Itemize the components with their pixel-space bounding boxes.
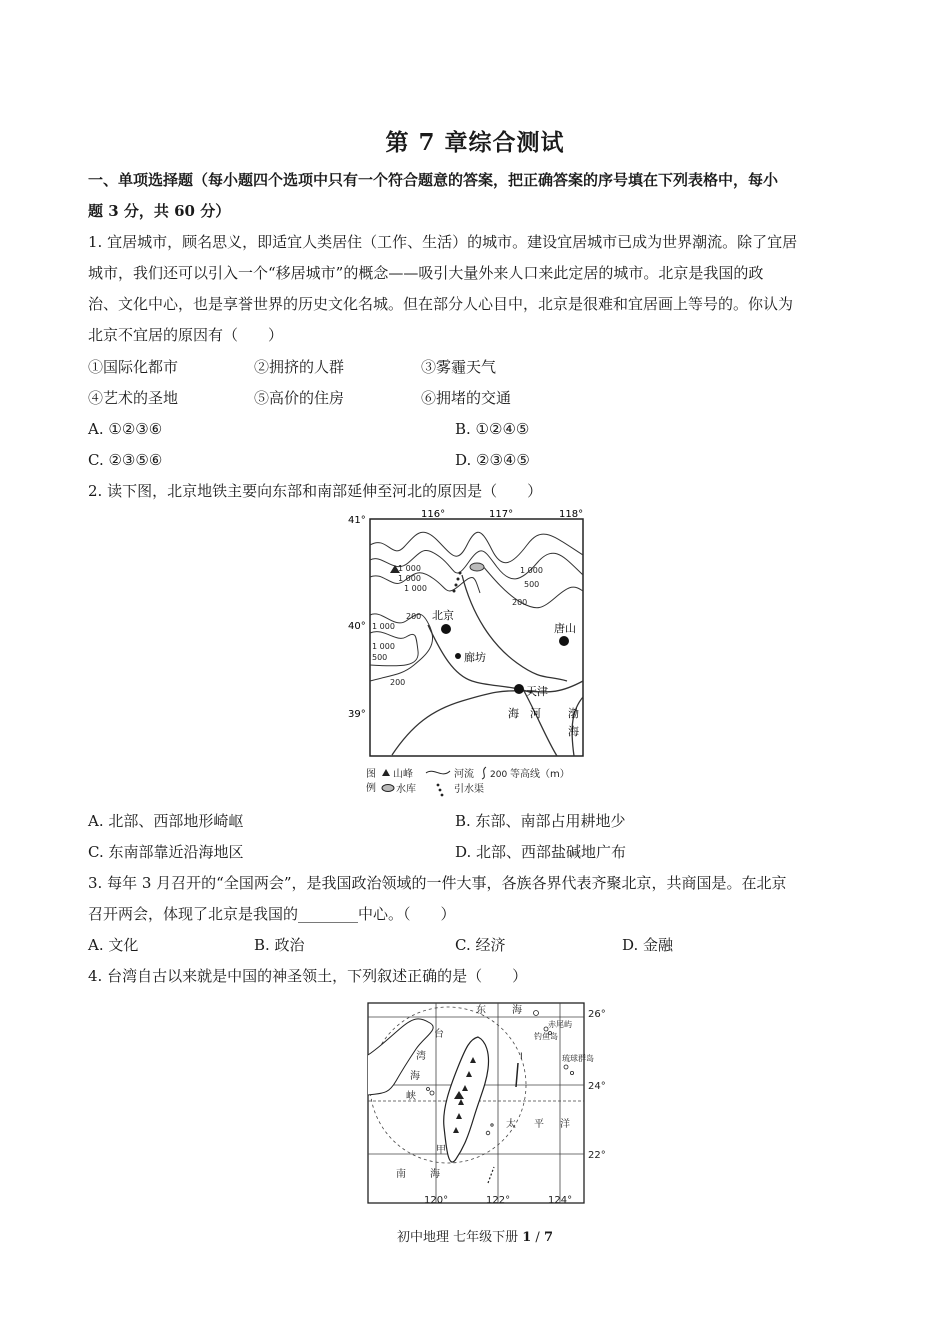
contour-label: 500 xyxy=(524,580,540,589)
q1-option-b[interactable]: B. ①②④⑤ xyxy=(455,420,530,438)
contour-label: 1 000 xyxy=(398,564,421,573)
page-footer xyxy=(0,1226,950,1245)
map-label: 峡 xyxy=(406,1091,416,1102)
q3-option-d[interactable]: D. 金融 xyxy=(622,936,674,954)
lon-label: 117° xyxy=(489,509,514,520)
taiwan-map xyxy=(340,997,606,1209)
lat-label: 26° xyxy=(588,1009,606,1020)
lat-label: 24° xyxy=(588,1081,606,1092)
city-label: 廊坊 xyxy=(464,651,486,664)
q3-option-a[interactable]: A. 文化 xyxy=(88,936,139,954)
lon-label: 122° xyxy=(486,1195,511,1206)
city-dot xyxy=(514,684,524,694)
q1-item: ⑤高价的住房 xyxy=(254,389,345,407)
city-label: 北京 xyxy=(432,609,454,622)
contour-label: 1 000 xyxy=(398,574,421,583)
map-label: 太 xyxy=(506,1119,516,1130)
map-label: 琉球群岛 xyxy=(562,1054,594,1063)
lat-label: 22° xyxy=(588,1150,606,1161)
lat-label: 39° xyxy=(348,709,366,720)
legend-contour: 等高线（m） xyxy=(510,769,570,780)
q1-stem-line: 北京不宜居的原因有（ ） xyxy=(88,326,284,344)
q2-stem: 2. 读下图，北京地铁主要向东部和南部延伸至河北的原因是（ ） xyxy=(88,482,543,500)
q1-item: ②拥挤的人群 xyxy=(254,358,345,376)
contour-label: 1 000 xyxy=(520,566,543,575)
map-label: 海 xyxy=(568,725,579,738)
lat-label: 41° xyxy=(348,515,366,526)
section-heading: 一、单项选择题（每小题四个选项中只有一个符合题意的答案，把正确答案的序号填在下列表格中，每小 xyxy=(88,171,779,189)
q1-stem-line: 城市，我们还可以引入一个“移居城市”的概念——吸引大量外来人口来此定居的城市。北京是我国的政 xyxy=(88,264,764,282)
page-title: 第 7 章综合测试 xyxy=(385,129,565,156)
contour-label: 200 xyxy=(512,598,528,607)
legend-reservoir: 水库 xyxy=(396,784,416,795)
q3-stem-line: 3. 每年 3 月召开的“全国两会”，是我国政治领域的一件大事，各族各界代表齐聚北京，共商国是。在北京 xyxy=(88,874,787,892)
map-label: 海 xyxy=(410,1071,420,1082)
footer-total: 7 xyxy=(543,1230,553,1245)
map-label: 洋 xyxy=(560,1119,570,1130)
contour-label: 500 xyxy=(372,653,388,662)
map-label: 渤 xyxy=(568,707,579,720)
map-label: 赤尾屿 xyxy=(548,1020,572,1029)
legend-contour-value: 200 xyxy=(490,770,508,780)
map-label: 平 xyxy=(534,1119,544,1130)
legend-title: 例 xyxy=(366,783,376,794)
lon-label: 120° xyxy=(424,1195,449,1206)
lon-label: 124° xyxy=(548,1195,573,1206)
beijing-region-map xyxy=(342,505,592,800)
q1-option-a[interactable]: A. ①②③⑥ xyxy=(88,420,163,438)
map-label: 河 xyxy=(530,707,541,720)
map-label: 海 xyxy=(430,1169,440,1180)
map-label: 南 xyxy=(396,1169,406,1180)
q1-item: ①国际化都市 xyxy=(88,358,179,376)
section-heading-cont: 题 3 分，共 60 分） xyxy=(88,202,231,220)
legend-river: 河流 xyxy=(454,769,474,780)
q2-option-a[interactable]: A. 北部、西部地形崎岖 xyxy=(88,812,244,830)
footer-page: 1 xyxy=(522,1230,532,1245)
q1-item: ④艺术的圣地 xyxy=(88,389,179,407)
q1-stem-line: 1. 宜居城市，顾名思义，即适宜人类居住（工作、生活）的城市。建设宜居城市已成为世界潮流。除了宜居 xyxy=(88,233,798,251)
q3-stem-line: 召开两会，体现了北京是我国的________中心。（ ） xyxy=(88,905,456,923)
map-label: 海 xyxy=(512,1005,522,1016)
map-label: 湾 xyxy=(416,1051,426,1062)
city-dot xyxy=(559,636,569,646)
q2-option-c[interactable]: C. 东南部靠近沿海地区 xyxy=(88,843,244,861)
contour-label: 1 000 xyxy=(404,584,427,593)
city-dot xyxy=(455,653,461,659)
contour-label: 200 xyxy=(390,678,406,687)
q2-option-b[interactable]: B. 东部、南部占用耕地少 xyxy=(455,812,626,830)
map-label: 台 xyxy=(434,1029,444,1040)
map-label: 海 xyxy=(508,707,519,720)
lat-label: 40° xyxy=(348,621,366,632)
map-label: I xyxy=(520,1052,523,1062)
map-label: 钓鱼岛 xyxy=(534,1032,558,1041)
q1-item: ③雾霾天气 xyxy=(421,358,497,376)
q1-stem-line: 治、文化中心，也是享誉世界的历史文化名城。但在部分人心目中，北京是很难和宜居画上等号的。你认为 xyxy=(88,295,794,313)
lon-label: 116° xyxy=(421,509,446,520)
map-label: 甲 xyxy=(436,1145,446,1156)
q3-option-b[interactable]: B. 政治 xyxy=(254,936,305,954)
legend-canal: 引水渠 xyxy=(454,784,484,795)
lon-label: 118° xyxy=(559,509,584,520)
q1-option-c[interactable]: C. ②③⑤⑥ xyxy=(88,451,163,469)
legend-peak: 山峰 xyxy=(393,769,413,780)
footer-text: 初中地理 七年级下册 xyxy=(396,1230,523,1245)
q1-option-d[interactable]: D. ②③④⑤ xyxy=(455,451,530,469)
city-label: 天津 xyxy=(526,685,548,698)
q3-option-c[interactable]: C. 经济 xyxy=(455,936,506,954)
q4-stem: 4. 台湾自古以来就是中国的神圣领土，下列叙述正确的是（ ） xyxy=(88,967,528,985)
legend-title: 图 xyxy=(366,769,376,780)
q1-item: ⑥拥堵的交通 xyxy=(421,389,512,407)
city-label: 唐山 xyxy=(554,622,576,635)
footer-sep: / xyxy=(531,1230,544,1245)
contour-label: 1 000 xyxy=(372,622,395,631)
city-dot xyxy=(441,624,451,634)
contour-label: 1 000 xyxy=(372,642,395,651)
q2-option-d[interactable]: D. 北部、西部盐碱地广布 xyxy=(455,843,627,861)
contour-label: 200 xyxy=(406,612,422,621)
map-label: 东 xyxy=(476,1005,486,1016)
